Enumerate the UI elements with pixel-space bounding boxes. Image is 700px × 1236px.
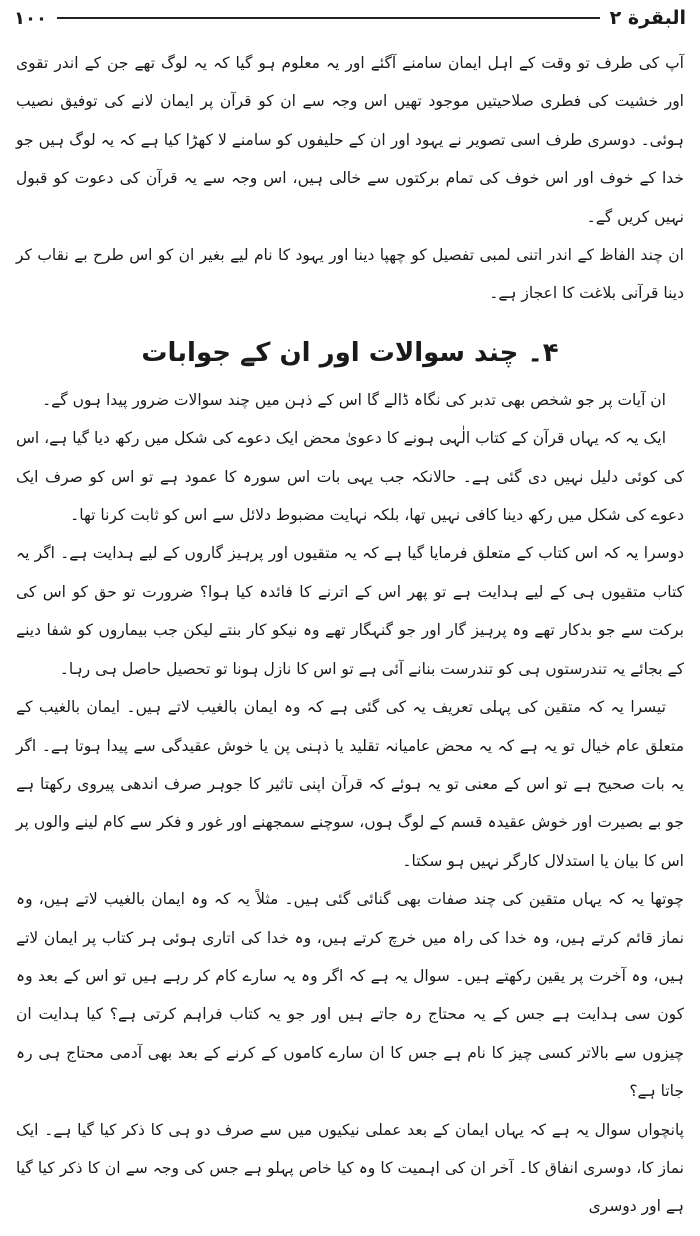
body-paragraph-3: دوسرا یہ کہ اس کتاب کے متعلق فرمایا گیا ہے کہ یہ متقیوں اور پرہیز گاروں کے لیے ہدایت ہے۔ اگر یہ کتاب متقیوں ہی کے لیے ہدایت ہے تو پھر اس کے اترنے کا فائدہ کیا ہوا؟ ضرورت تو حق کو اس کی برکت سے جو بدکار تھے وہ پرہیز گار اور جو گنہگار تھے وہ نیکو کار بنتے لیکن جب بیماروں کو شفا دینے کے بجائے یہ تندرستوں ہی کو تندرست بنانے آئی ہے تو اس کا نازل ہونا تو تحصیل حاصل ہی رہا۔: [16, 544, 684, 678]
body-paragraph-4: تیسرا یہ کہ متقین کی پہلی تعریف یہ کی گئی ہے کہ وہ ایمان بالغیب لاتے ہیں۔ ایمان بالغیب کے متعلق عام خیال تو یہ ہے کہ یہ محض عامیانہ تقلید یا ذہنی پن یا خوش عقیدگی سے پیدا ہوتا ہے۔ اگر یہ بات صحیح ہے تو اس کے معنی تو یہ ہوئے کہ قرآن اپنی تاثیر کا جوہر صرف اندھی پیروی رکھتا ہے جو بے بصیرت اور خوش عقیدہ قسم کے لوگ ہوں، سوچنے سمجھنے اور غور و فکر سے کام لینے والوں پر اس کا بیان یا استدلال کارگر نہیں ہو سکتا۔: [16, 698, 684, 870]
page-number: ۱۰۰: [14, 7, 47, 29]
page-header: [14, 6, 686, 30]
intro-paragraph-2: ان چند الفاظ کے اندر اتنی لمبی تفصیل کو چھپا دینا اور یہود کا نام لیے بغیر ان کو اس طرح بے نقاب کر دینا قرآنی بلاغت کا اعجاز ہے۔: [16, 246, 684, 303]
body-paragraph-2: ایک یہ کہ یہاں قرآن کے کتاب الٰہی ہونے کا دعویٰ محض ایک دعوے کی شکل میں رکھ دیا گیا ہے، اس کی کوئی دلیل نہیں دی گئی ہے۔ حالانکہ جب یہی بات اس سورہ کا عمود ہے تو اس کو صرف ایک دعوے کی شکل میں رکھ دینا کافی نہیں تھا، بلکہ نہایت مضبوط دلائل سے اس کو ثابت کرنا تھا۔: [16, 429, 684, 525]
surah-title: البقرة ۲: [609, 7, 686, 29]
page-content: [16, 44, 684, 1228]
body-paragraph-6: پانچواں سوال یہ ہے کہ یہاں ایمان کے بعد عملی نیکیوں میں سے صرف دو ہی کا ذکر کیا گیا ہے۔ ایک نماز کا، دوسری انفاق کا۔ آخر ان کی اہمیت کا وہ کیا خاص پہلو ہے جس کی وجہ سے ان کا ذکر کیا گیا ہے اور دوسری: [16, 1120, 684, 1216]
header-rule: [57, 17, 600, 19]
body-paragraph-1: ان آیات پر جو شخص بھی تدبر کی نگاہ ڈالے گا اس کے ذہن میں چند سوالات ضرور پیدا ہوں گے۔: [42, 390, 666, 409]
body-paragraph-5: چوتھا یہ کہ یہاں متقین کی چند صفات بھی گنائی گئی ہیں۔ مثلاً یہ کہ وہ ایمان بالغیب لاتے ہیں، وہ نماز قائم کرتے ہیں، وہ خدا کی راہ میں خرچ کرتے ہیں، وہ خدا کی اتاری ہوئی ہر کتاب پر ایمان لاتے ہیں، وہ آخرت پر یقین رکھتے ہیں۔ سوال یہ ہے کہ اگر وہ یہ سارے کام کر رہے ہیں تو اس کے بعد وہ کون سی ہدایت ہے جس کے یہ محتاج رہ جاتے ہیں اور جو یہ کتاب فراہم کرتی ہے؟ کیا ہدایت ان چیزوں سے بالاتر کسی چیز کا نام ہے جس کا ان سارے کاموں کے کرنے کے بعد بھی آدمی محتاج ہی رہ جاتا ہے؟: [16, 890, 684, 1101]
section-heading: ۴۔ چند سوالات اور ان کے جوابات: [141, 337, 559, 368]
intro-paragraph-1: آپ کی طرف تو وقت کے اہل ایمان سامنے آگئے اور یہ معلوم ہو گیا کہ یہ لوگ تھے جن کے اندر تقوی اور خشیت کی فطری صلاحیتیں موجود تھیں اس وجہ سے ان کو قرآن پر ایمان لانے کی توفیق نصیب ہوئی۔ دوسری طرف اسی تصویر نے یہود اور ان کے حلیفوں کو سامنے لا کھڑا کیا ہے کہ یہ لوگ ہیں جو خدا کے خوف اور اس خوف کی تمام برکتوں سے خالی ہیں، اس وجہ سے یہ قرآن کی دعوت کو قبول نہیں کریں گے۔: [16, 54, 684, 226]
